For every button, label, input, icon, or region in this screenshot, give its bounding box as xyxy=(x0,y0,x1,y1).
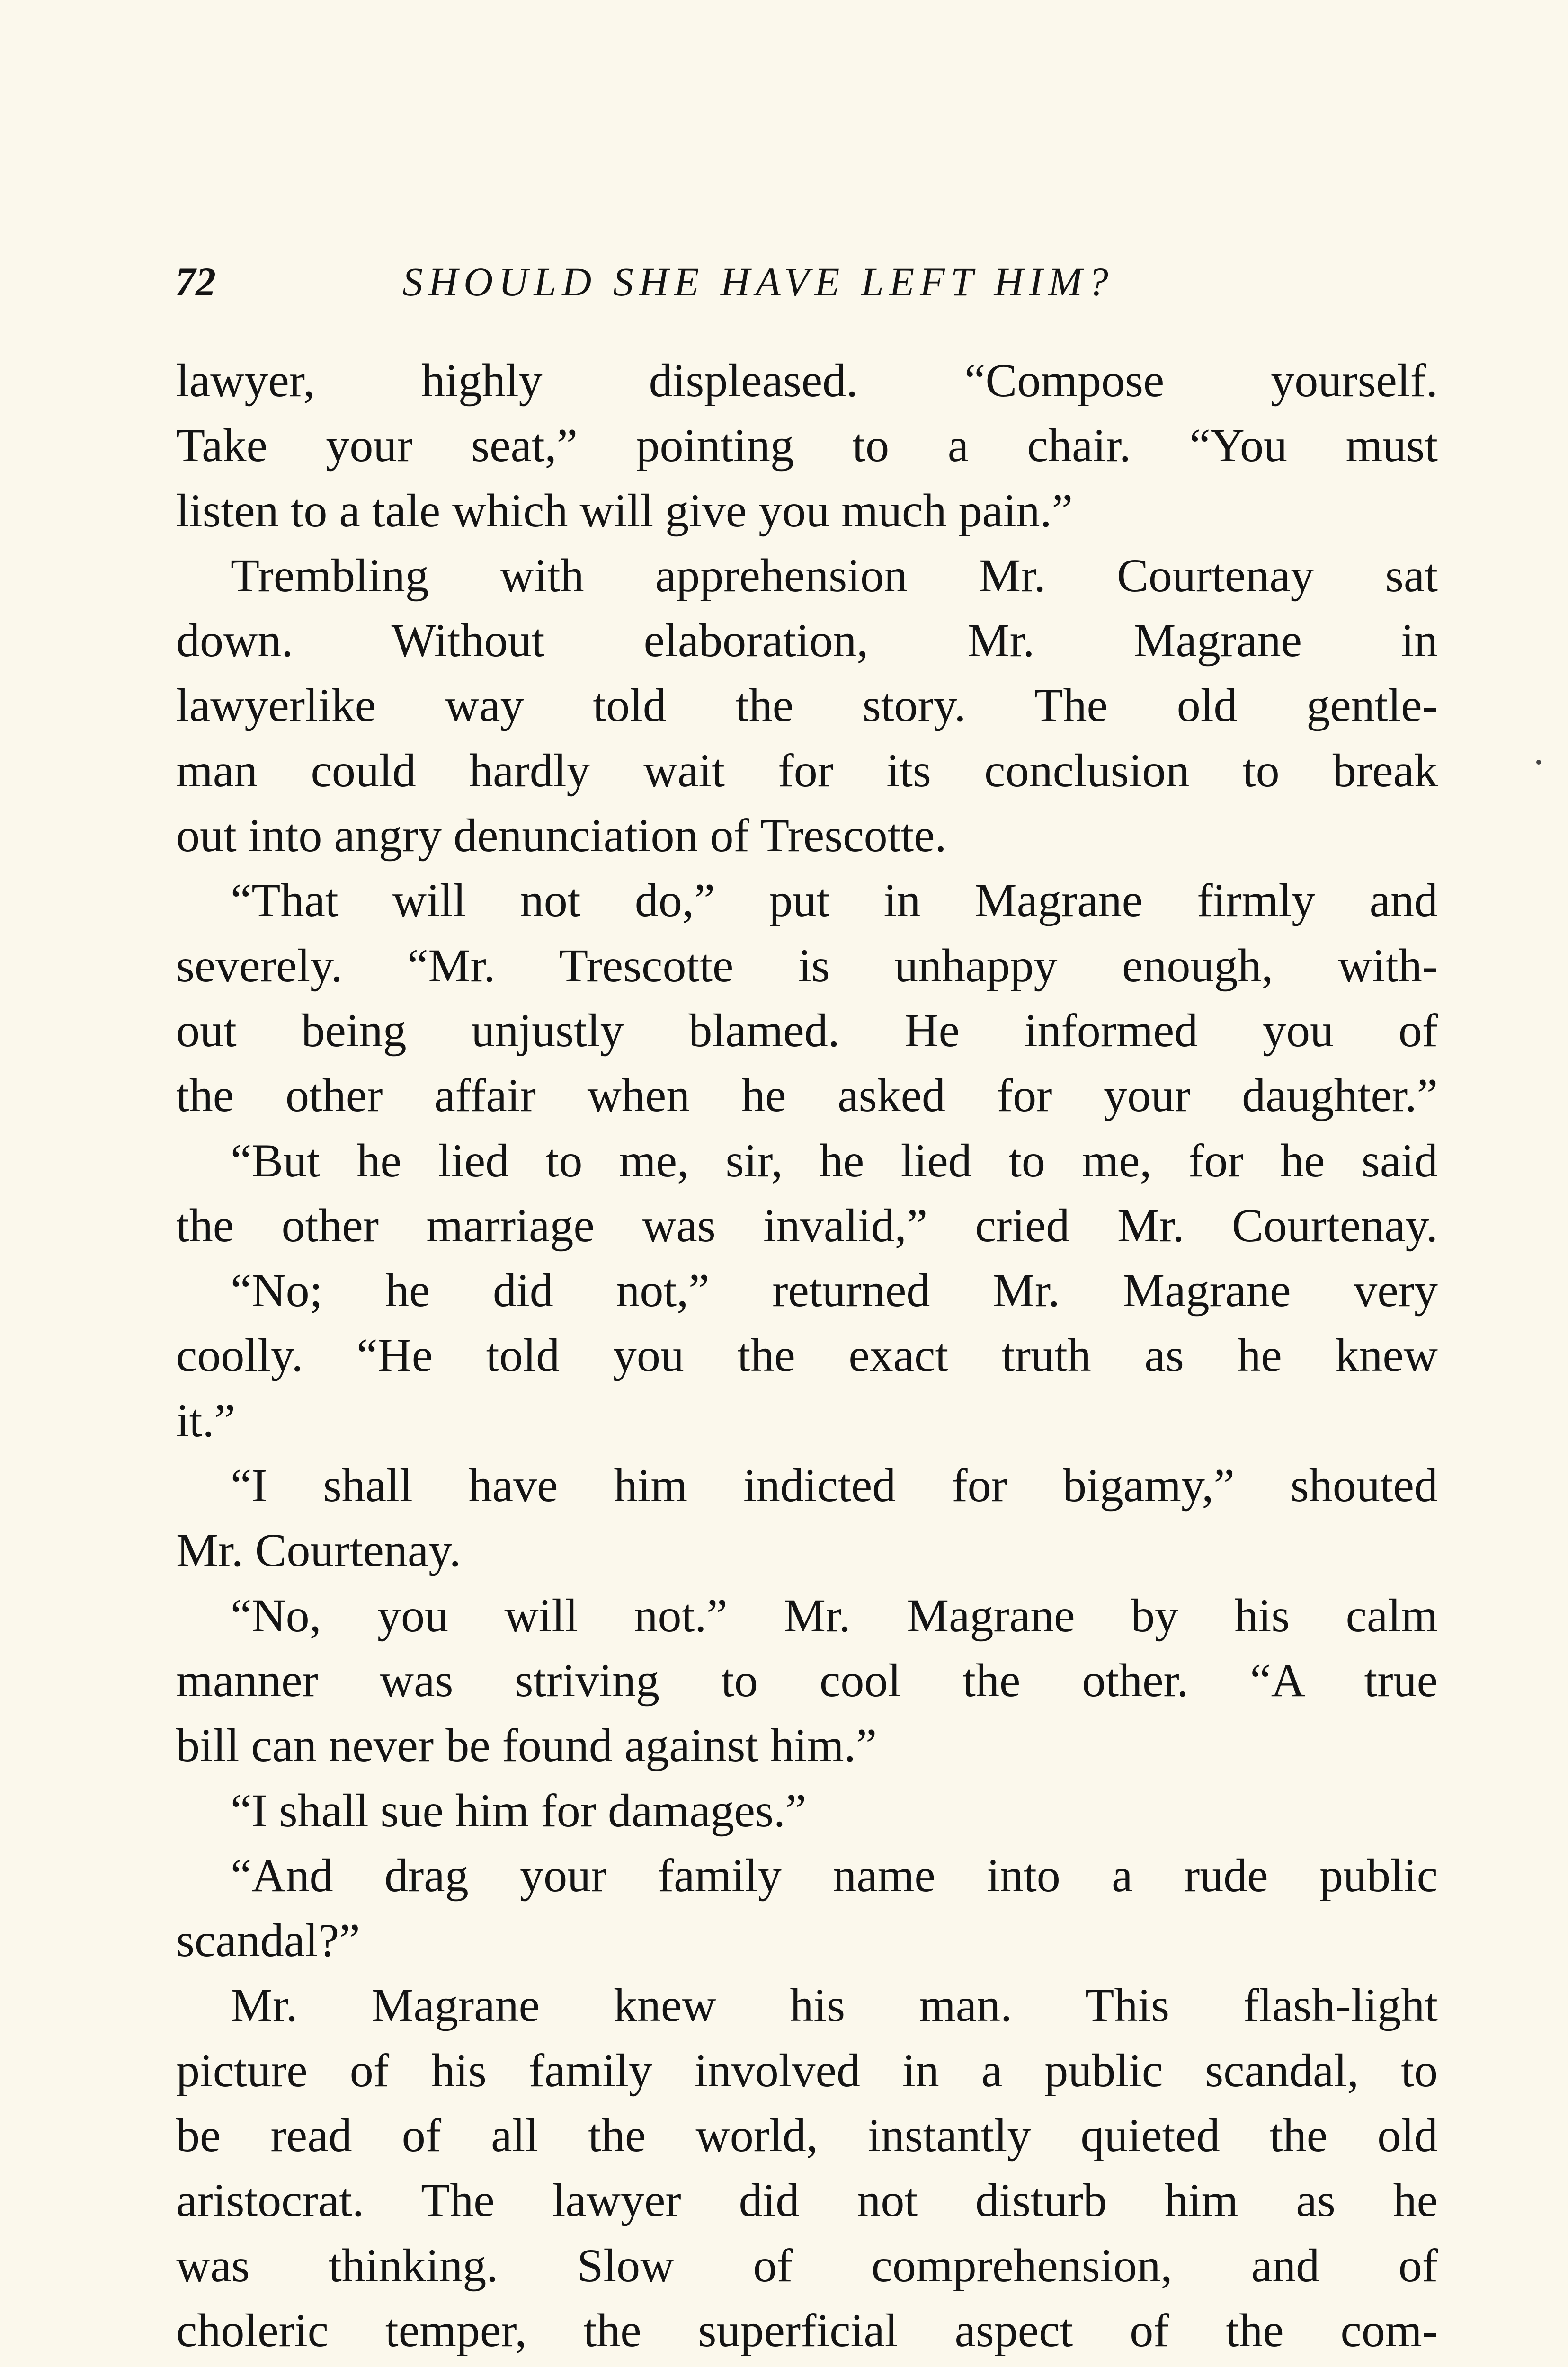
text-line: “And drag your family name into a rude public xyxy=(231,1849,1438,1902)
text-line: bill can never be found against him.” xyxy=(176,1719,877,1772)
text-line: “I shall sue him for damages.” xyxy=(231,1784,807,1837)
body-text xyxy=(176,348,1438,2363)
text-line: down. Without elaboration, Mr. Magrane in xyxy=(176,614,1438,667)
page-number: 72 xyxy=(175,259,216,304)
text-line: aristocrat. The lawyer did not disturb him as he xyxy=(176,2174,1438,2227)
text-line: “I shall have him indicted for bigamy,” shouted xyxy=(231,1459,1438,1512)
text-line: manner was striving to cool the other. “A true xyxy=(176,1654,1438,1707)
text-line: choleric temper, the superficial aspect of the com- xyxy=(176,2304,1438,2357)
text-line: lawyer, highly displeased. “Compose yourself. xyxy=(176,354,1438,407)
text-line: “But he lied to me, sir, he lied to me, for he said xyxy=(231,1134,1438,1187)
text-line: Take your seat,” pointing to a chair. “You must xyxy=(176,419,1438,472)
text-line: scandal?” xyxy=(176,1914,360,1967)
text-line: be read of all the world, instantly quieted the old xyxy=(176,2109,1438,2162)
text-line: out being unjustly blamed. He informed you of xyxy=(176,1004,1438,1057)
text-line: “No; he did not,” returned Mr. Magrane very xyxy=(231,1264,1438,1317)
running-head: SHOULD SHE HAVE LEFT HIM? xyxy=(402,259,1114,304)
ink-speck xyxy=(1536,760,1541,765)
text-line: lawyerlike way told the story. The old gentle- xyxy=(176,679,1438,732)
page-header xyxy=(175,249,1453,315)
text-line: severely. “Mr. Trescotte is unhappy enough, with- xyxy=(176,939,1438,992)
text-line: “That will not do,” put in Magrane firmly and xyxy=(231,874,1438,927)
text-line: man could hardly wait for its conclusion to break xyxy=(176,744,1438,797)
text-line: out into angry denunciation of Trescotte. xyxy=(176,809,947,862)
text-line: Mr. Courtenay. xyxy=(176,1524,461,1577)
text-line: the other marriage was invalid,” cried Mr. Courtenay. xyxy=(176,1199,1438,1252)
text-line: picture of his family involved in a public scandal, to xyxy=(176,2044,1438,2097)
text-line: it.” xyxy=(176,1394,235,1447)
text-line: the other affair when he asked for your daughter.” xyxy=(176,1069,1438,1122)
text-line: “No, you will not.” Mr. Magrane by his calm xyxy=(231,1589,1438,1642)
text-line: Mr. Magrane knew his man. This flash-light xyxy=(231,1979,1438,2032)
text-line: Trembling with apprehension Mr. Courtenay sat xyxy=(231,549,1438,602)
text-line: was thinking. Slow of comprehension, and of xyxy=(176,2239,1438,2292)
text-line: coolly. “He told you the exact truth as he knew xyxy=(176,1329,1438,1382)
text-line: listen to a tale which will give you much pain.” xyxy=(176,484,1073,537)
